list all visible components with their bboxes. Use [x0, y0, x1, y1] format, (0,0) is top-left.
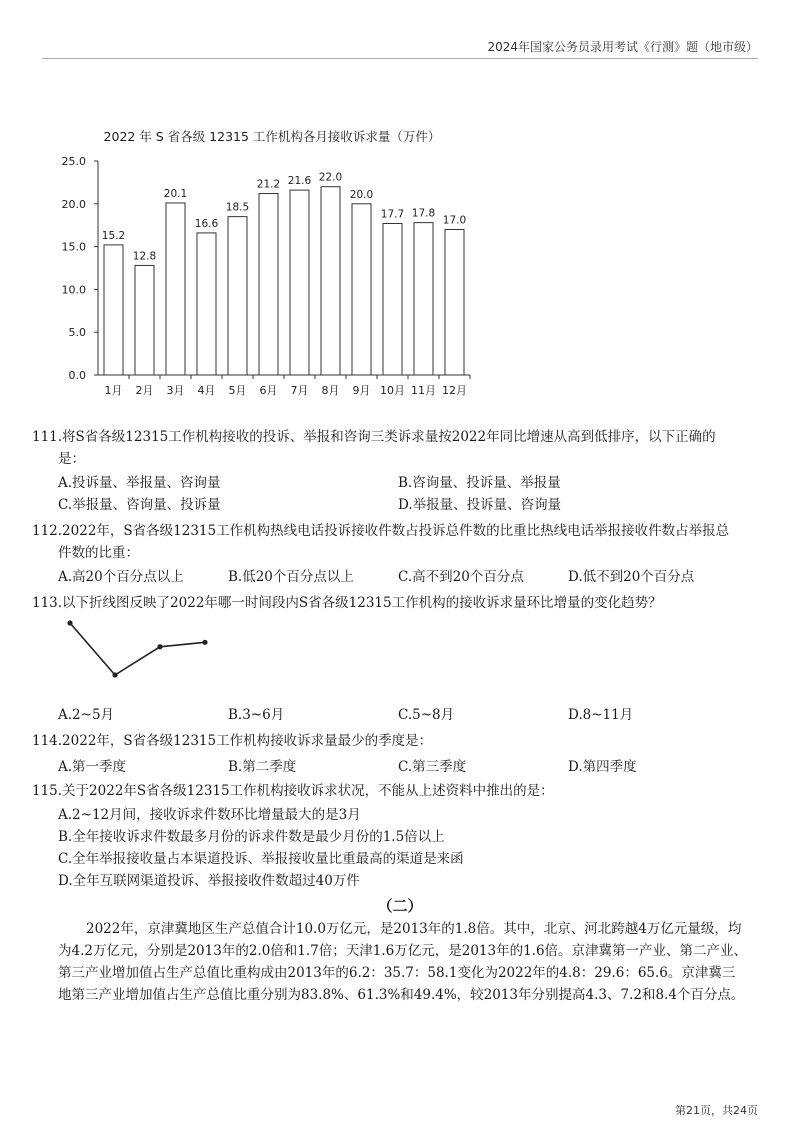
q114-option-b[interactable]: B.第二季度 — [228, 759, 297, 775]
page-number: 第21页，共24页 — [675, 1104, 758, 1117]
q115-option-c[interactable]: C.全年举报接收量占本渠道投诉、举报接收量比重最高的渠道是来函 — [58, 851, 464, 867]
q112-option-d[interactable]: D.低不到20个百分点 — [568, 569, 695, 585]
trend-point — [202, 640, 207, 645]
bar-value-label: 22.0 — [318, 171, 343, 184]
q113-option-c[interactable]: C.5~8月 — [398, 707, 455, 723]
bar — [166, 203, 185, 375]
bar — [197, 233, 216, 375]
bar — [228, 217, 247, 375]
x-tick-label: 5月 — [228, 384, 247, 397]
q111-option-b[interactable]: B.咨询量、投诉量、举报量 — [398, 475, 561, 491]
bar — [321, 187, 340, 375]
q113-stem: 113.以下折线图反映了2022年哪一时间段内S省各级12315工作机构的接收诉求量环比增量的变化趋势？ — [32, 595, 662, 611]
x-tick-label: 9月 — [352, 384, 371, 397]
x-tick-label: 2月 — [135, 384, 154, 397]
x-tick-label: 4月 — [197, 384, 216, 397]
bar-value-label: 21.6 — [287, 175, 312, 188]
x-tick-label: 11月 — [411, 384, 436, 397]
bar-value-label: 17.7 — [380, 208, 405, 221]
x-tick-label: 12月 — [442, 384, 467, 397]
monthly-complaints-bar-chart — [0, 0, 800, 420]
q114-option-c[interactable]: C.第三季度 — [398, 759, 467, 775]
x-tick-label: 10月 — [380, 384, 405, 397]
q111-stem: 111.将S省各级12315工作机构接收的投诉、举报和咨询三类诉求量按2022年同比增速从高到低排序，以下正确的 — [32, 429, 716, 445]
q115-stem: 115.关于2022年S省各级12315工作机构接收诉求状况，不能从上述资料中推出的是： — [32, 783, 554, 799]
q115-option-d[interactable]: D.全年互联网渠道投诉、举报接收件数超过40万件 — [58, 873, 360, 889]
bar — [445, 229, 464, 375]
y-tick-label: 5.0 — [68, 326, 86, 340]
q114-option-d[interactable]: D.第四季度 — [568, 759, 637, 775]
x-tick-label: 3月 — [166, 384, 185, 397]
q115-option-b[interactable]: B.全年接收诉求件数最多月份的诉求件数是最少月份的1.5倍以上 — [58, 829, 445, 845]
trend-line-chart — [0, 610, 800, 690]
y-tick-label: 0.0 — [68, 369, 86, 382]
bar — [383, 223, 402, 375]
q113-option-b[interactable]: B.3~6月 — [228, 707, 285, 723]
q112-option-b[interactable]: B.低20个百分点以上 — [228, 569, 354, 585]
q111-option-a[interactable]: A.投诉量、举报量、咨询量 — [58, 475, 221, 491]
y-tick-label: 20.0 — [61, 197, 86, 211]
x-tick-label: 1月 — [104, 384, 123, 397]
y-tick-label: 10.0 — [61, 283, 86, 297]
x-tick-label: 6月 — [259, 384, 278, 397]
bar — [414, 223, 433, 375]
section-heading: （二） — [377, 897, 423, 915]
y-tick-label: 15.0 — [61, 240, 86, 254]
bar-value-label: 18.5 — [225, 201, 250, 214]
x-tick-label: 7月 — [290, 384, 309, 397]
q112-option-a[interactable]: A.高20个百分点以上 — [58, 569, 184, 585]
bar — [135, 265, 154, 375]
bar-value-label: 17.0 — [442, 214, 467, 227]
bar-value-label: 12.8 — [132, 250, 157, 263]
q112-stem-cont: 件数的比重： — [58, 545, 139, 561]
bar-value-label: 15.2 — [101, 229, 126, 242]
q113-option-a[interactable]: A.2~5月 — [58, 707, 115, 723]
q115-option-a[interactable]: A.2~12月间，接收诉求件数环比增量最大的是3月 — [58, 807, 361, 823]
q112-stem: 112.2022年，S省各级12315工作机构热线电话投诉接收件数占投诉总件数的比重比热线电话举报接收件数占举报总 — [32, 523, 730, 539]
q111-option-c[interactable]: C.举报量、咨询量、投诉量 — [58, 497, 221, 513]
q114-stem: 114.2022年，S省各级12315工作机构接收诉求量最少的季度是： — [32, 733, 433, 749]
bar — [290, 190, 309, 375]
q112-option-c[interactable]: C.高不到20个百分点 — [398, 569, 524, 585]
exam-header: 2024年国家公务员录用考试《行测》题（地市级） — [487, 40, 758, 54]
trend-point — [112, 672, 117, 677]
q111-option-d[interactable]: D.举报量、投诉量、咨询量 — [398, 497, 562, 513]
q113-option-d[interactable]: D.8~11月 — [568, 707, 634, 723]
bar — [104, 245, 123, 375]
bar-value-label: 17.8 — [411, 207, 436, 220]
bar-value-label: 20.0 — [349, 188, 374, 201]
q111-stem-cont: 是： — [58, 451, 85, 467]
trend-line — [70, 623, 205, 675]
bar-value-label: 21.2 — [256, 178, 281, 191]
material-paragraph: 2022年，京津冀地区生产总值合计10.0万亿元，是2013年的1.8倍。其中，北京、河北跨越4万亿元量级，均为4.2万亿元，分别是2013年的2.0倍和1.7倍；天津1.6万亿元，是2013年的1.6倍。京津冀第一产业、第二产业、第三产业增加值占生产总值比重构成由2013年的6.2：35.7：58.1变化为2022年的4.8：29.6：65.6。京津冀三地第三产业增加值占生产总值比重分别为83.8%、61.3%和49.4%，较2013年分别提高4.3、7.2和8.4个百分点。 — [58, 921, 748, 1003]
bar-value-label: 20.1 — [163, 187, 188, 200]
bar — [259, 194, 278, 375]
bar-value-label: 16.6 — [194, 217, 219, 230]
y-tick-label: 25.0 — [61, 155, 86, 168]
trend-point — [157, 644, 162, 649]
trend-point — [67, 620, 72, 625]
x-tick-label: 8月 — [321, 384, 340, 397]
q114-option-a[interactable]: A.第一季度 — [58, 759, 127, 775]
chart-title: 2022 年 S 省各级 12315 工作机构各月接收诉求量（万件） — [103, 129, 441, 144]
bar — [352, 204, 371, 375]
